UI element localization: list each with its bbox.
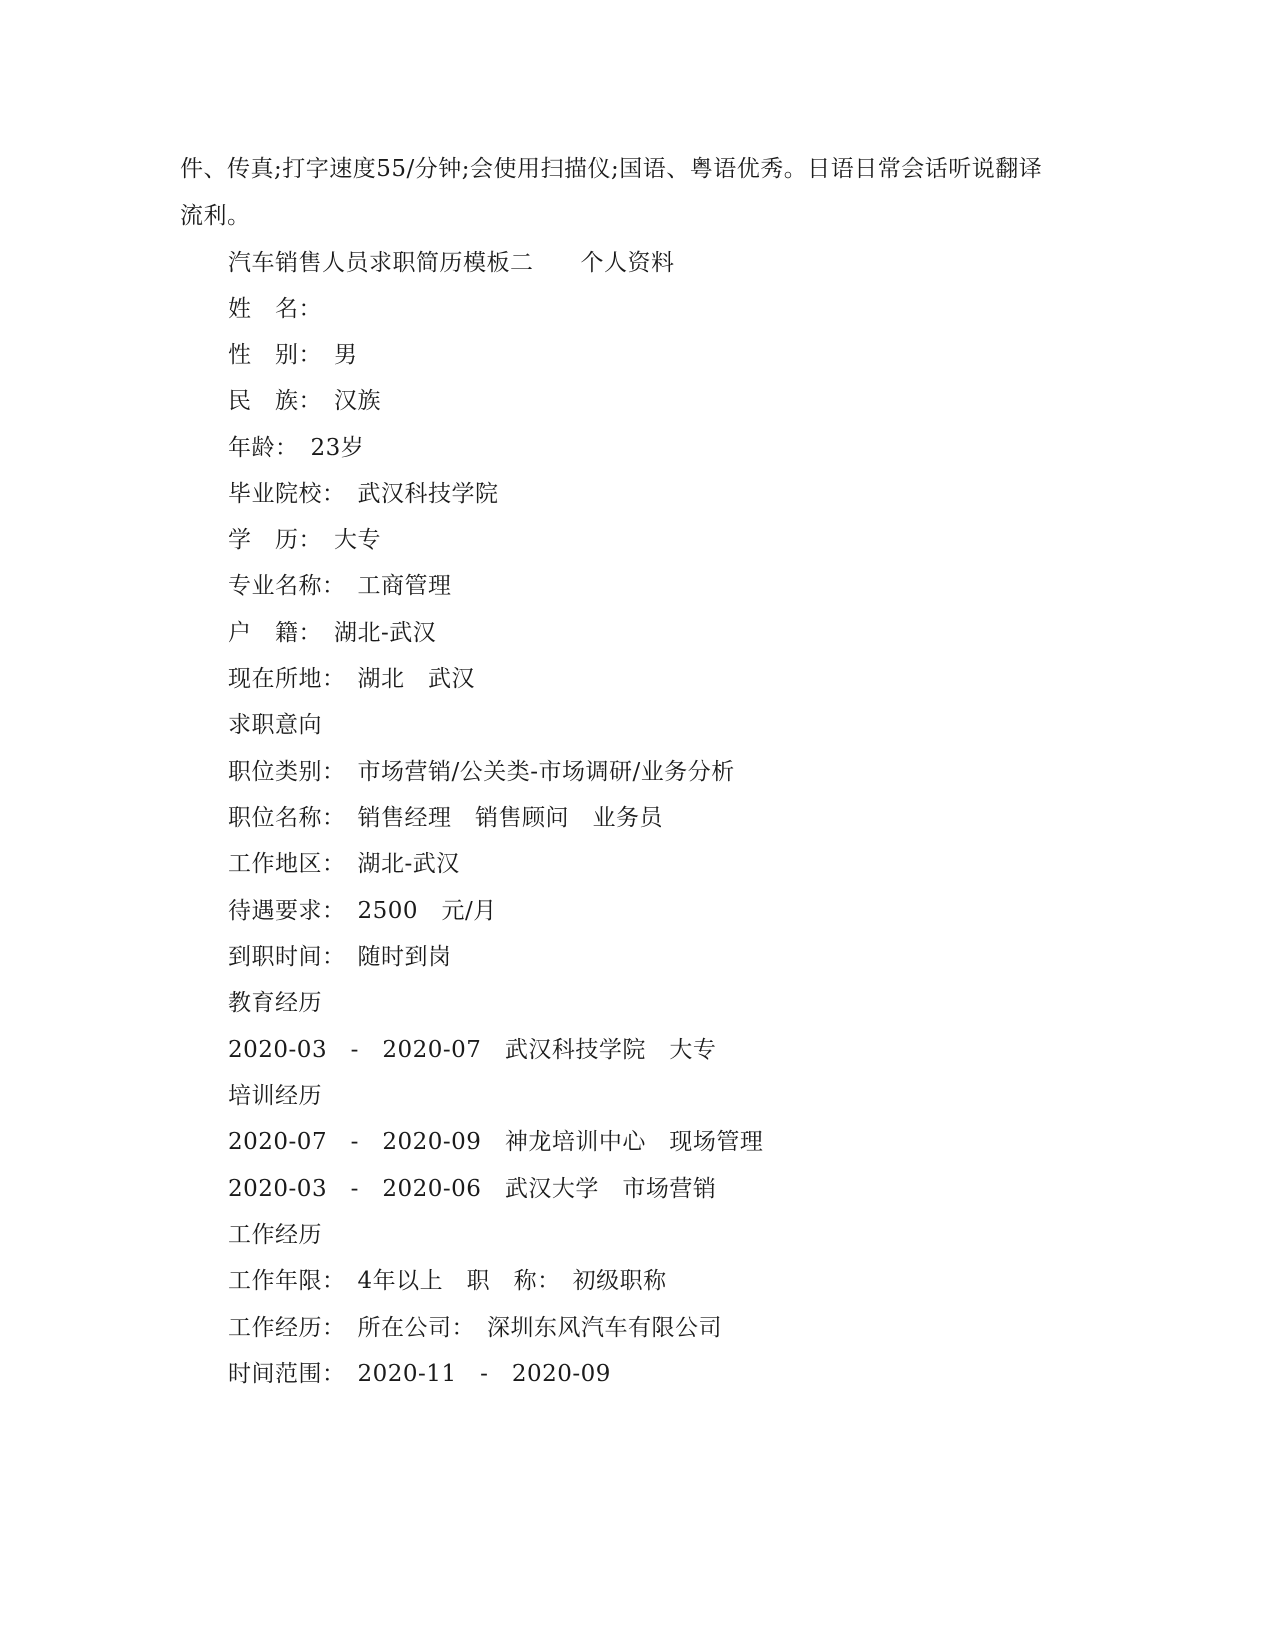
field-education: 学 历： 大专 bbox=[228, 527, 381, 553]
field-school: 毕业院校： 武汉科技学院 bbox=[228, 481, 499, 507]
education-entry: 2020-03 - 2020-07 武汉科技学院 大专 bbox=[228, 1037, 717, 1063]
field-job-title: 职位名称： 销售经理 销售顾问 业务员 bbox=[228, 805, 663, 831]
field-age: 年龄： 23岁 bbox=[228, 435, 365, 461]
section-work: 工作经历 bbox=[228, 1222, 322, 1248]
field-gender: 性 别： 男 bbox=[228, 342, 358, 368]
training-entry: 2020-07 - 2020-09 神龙培训中心 现场管理 bbox=[228, 1129, 764, 1155]
field-work-years: 工作年限： 4年以上 职 称： 初级职称 bbox=[228, 1268, 667, 1294]
resume-title: 汽车销售人员求职简历模板二 个人资料 bbox=[228, 250, 675, 276]
section-job-intention: 求职意向 bbox=[228, 712, 322, 738]
field-location: 现在所地： 湖北 武汉 bbox=[228, 666, 475, 692]
field-time-range: 时间范围： 2020-11 - 2020-09 bbox=[228, 1361, 611, 1387]
field-work-company: 工作经历： 所在公司： 深圳东风汽车有限公司 bbox=[228, 1315, 722, 1341]
field-name: 姓 名： bbox=[228, 296, 322, 322]
field-start-time: 到职时间： 随时到岗 bbox=[228, 944, 452, 970]
training-entry: 2020-03 - 2020-06 武汉大学 市场营销 bbox=[228, 1176, 717, 1202]
field-work-area: 工作地区： 湖北-武汉 bbox=[228, 851, 460, 877]
field-major: 专业名称： 工商管理 bbox=[228, 573, 452, 599]
field-salary: 待遇要求： 2500 元/月 bbox=[228, 898, 497, 924]
section-education: 教育经历 bbox=[228, 990, 322, 1016]
field-ethnicity: 民 族： 汉族 bbox=[228, 388, 381, 414]
intro-paragraph: 件、传真;打字速度55/分钟;会使用扫描仪;国语、粤语优秀。日语日常会话听说翻译流利。 bbox=[180, 156, 1043, 229]
field-job-category: 职位类别： 市场营销/公关类-市场调研/业务分析 bbox=[228, 759, 735, 785]
section-training: 培训经历 bbox=[228, 1083, 322, 1109]
field-hukou: 户 籍： 湖北-武汉 bbox=[228, 620, 437, 646]
